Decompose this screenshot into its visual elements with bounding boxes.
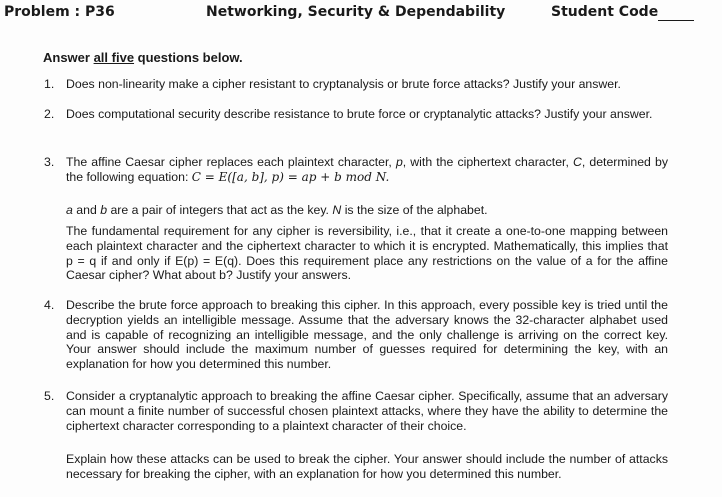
question-text: The affine Caesar cipher replaces each plaintext character, bbox=[66, 155, 396, 169]
variable-p: p bbox=[395, 155, 403, 169]
question-3 bbox=[44, 155, 668, 185]
variable-C: C bbox=[572, 155, 582, 169]
student-code-label: Student Code bbox=[551, 4, 659, 20]
question-number: 4. bbox=[44, 298, 55, 312]
variable-N: N bbox=[332, 203, 342, 217]
instructions-suffix: questions below. bbox=[134, 50, 243, 65]
question-text-cont: , with the ciphertext character, bbox=[402, 155, 573, 169]
key-text: and bbox=[72, 203, 101, 217]
variable-a: a bbox=[66, 203, 73, 217]
question-3-key-description bbox=[66, 203, 668, 218]
question-1 bbox=[44, 77, 676, 92]
affine-equation: C = E([a, b], p) = ap + b mod N. bbox=[191, 169, 390, 184]
question-5 bbox=[44, 389, 668, 433]
question-number: 3. bbox=[44, 155, 55, 169]
instructions-prefix: Answer bbox=[43, 50, 94, 65]
question-number: 5. bbox=[44, 389, 55, 403]
page-header bbox=[0, 0, 722, 26]
question-text: Does computational security describe resistance to brute force or cryptanalytic attacks? Justify your answer. bbox=[66, 107, 653, 121]
instructions bbox=[43, 50, 243, 65]
question-3-requirement: The fundamental requirement for any cipher is reversibility, i.e., that it create a one-to-one mapping between each plaintext character and the ciphertext character to which it is encrypted. Mathematically, this implies that p = q if and only if E(p) = E(q). Does this requirement place any restrictions on the value of a for the affine Caesar cipher? What about b? Justify your answers. bbox=[66, 224, 668, 283]
student-code-blank[interactable] bbox=[658, 8, 694, 21]
key-text: are a pair of integers that act as the key. bbox=[107, 203, 333, 217]
question-4 bbox=[44, 298, 668, 372]
question-text-cont: , determined by the following equation: bbox=[66, 155, 668, 184]
question-5-followup: Explain how these attacks can be used to break the cipher. Your answer should include the number of attacks necessary for breaking the cipher, with an explanation for how you determined this number. bbox=[66, 452, 668, 481]
question-number: 1. bbox=[44, 77, 55, 91]
problem-id: Problem : P36 bbox=[4, 4, 115, 20]
course-title: Networking, Security & Dependability bbox=[206, 4, 506, 20]
question-2 bbox=[44, 107, 668, 122]
variable-b: b bbox=[100, 203, 108, 217]
question-text: Does non-linearity make a cipher resistant to cryptanalysis or brute force attacks? Justify your answer. bbox=[66, 77, 621, 91]
student-code-field[interactable] bbox=[551, 4, 658, 20]
question-text: Describe the brute force approach to breaking this cipher. In this approach, every possible key is tried until the decryption yields an intelligible message. Assume that the adversary knows the 32-character alphabet used and is capable of recognizing an intelligible message, and the only challenge is arriving on the correct key. Your answer should include the maximum number of guesses required for determining the key, with an explanation for how you determined this number. bbox=[66, 298, 668, 372]
key-text: is the size of the alphabet. bbox=[341, 203, 488, 217]
instructions-emphasis: all five bbox=[93, 50, 135, 65]
question-text: Consider a cryptanalytic approach to breaking the affine Caesar cipher. Specifically, assume that an adversary can mount a finite number of successful chosen plaintext attacks, where they have the ability to determine the ciphertext character corresponding to a plaintext character of their choice. bbox=[66, 389, 668, 433]
question-number: 2. bbox=[44, 107, 55, 121]
